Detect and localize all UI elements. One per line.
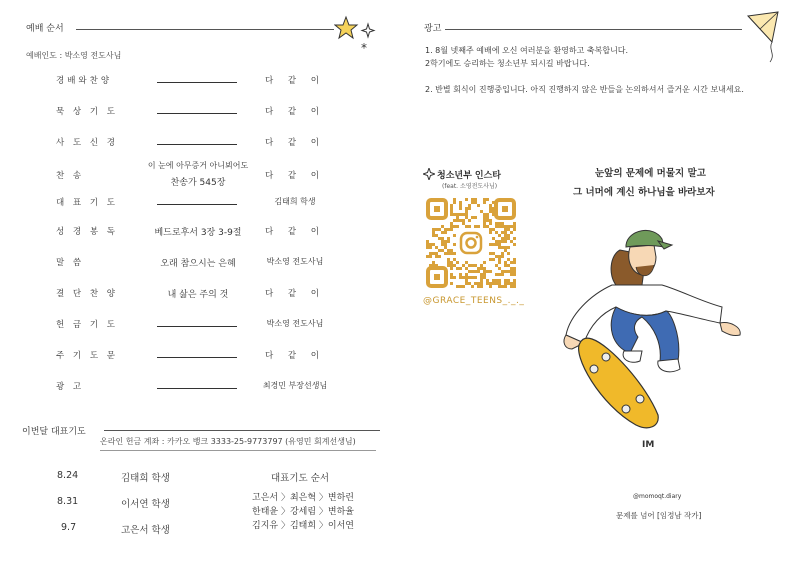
schedule-name: 김태희 학생 (121, 473, 170, 484)
order-performer: 다 같 이 (264, 227, 326, 237)
star-icon (334, 14, 382, 54)
notice-line: 2학기에도 승리하는 청소년부 되시길 바랍니다. (425, 59, 590, 68)
order-label: 성 경 봉 독 (56, 227, 118, 237)
order-performer: 다 같 이 (264, 107, 326, 117)
order-performer: 박소영 전도사님 (266, 319, 324, 328)
order-row (0, 136, 400, 154)
order-row (0, 225, 400, 243)
prayer-order-header: 대표기도 순서 (271, 473, 330, 484)
worship-leader: 예배인도 : 박소영 전도사님 (26, 51, 122, 60)
blank-line (157, 144, 237, 145)
notice-title: 광고 (424, 24, 442, 34)
title-rule (76, 29, 334, 30)
order-label: 말 씀 (56, 258, 85, 268)
blank-line (157, 326, 237, 327)
instagram-title: 청소년부 인스타 (437, 171, 501, 181)
hymn-number: 찬송가 545장 (170, 178, 226, 188)
schedule-name: 고은서 학생 (121, 525, 170, 536)
order-row (0, 287, 400, 305)
order-content: 내 삶은 주의 것 (167, 290, 229, 300)
order-row (0, 74, 400, 92)
order-content: 오래 참으시는 은혜 (160, 259, 236, 269)
order-performer: 김태희 학생 (274, 197, 316, 206)
book-credit: 문제를 넘어 [임정남 작가] (616, 511, 702, 520)
cap-text: IM (642, 440, 655, 450)
order-label: 결 단 찬 양 (56, 289, 118, 299)
order-content: 베드로후서 3장 3-9절 (154, 228, 242, 238)
blank-line (157, 113, 237, 114)
skateboarder-illustration (550, 215, 760, 460)
order-label: 찬 송 (56, 171, 85, 181)
order-performer: 다 같 이 (264, 351, 326, 361)
prayer-order-line: 고은서 〉최은혁 〉변하린 (252, 493, 354, 503)
schedule-name: 이서연 학생 (121, 499, 170, 510)
offering-account: 온라인 헌금 계좌 : 카카오 뱅크 3333-25-9773797 (유영민 회계선생님) (100, 437, 356, 446)
order-performer: 다 같 이 (264, 289, 326, 299)
order-performer: 박소영 전도사님 (266, 257, 324, 266)
order-performer: 다 같 이 (264, 76, 326, 86)
order-label: 사 도 신 경 (56, 138, 118, 148)
order-row (0, 380, 400, 398)
order-row (0, 196, 400, 214)
worship-order-title: 예배 순서 (26, 24, 64, 34)
notice-line: 1. 8월 넷째주 예배에 오신 여러분을 환영하고 축복합니다. (425, 46, 629, 55)
blank-line (157, 204, 237, 205)
order-performer: 다 같 이 (264, 138, 326, 148)
order-performer: 최경민 부장선생님 (262, 381, 328, 390)
artist-handle: @momoqt.diary (633, 493, 682, 500)
order-label: 경배와찬양 (56, 76, 113, 86)
schedule-date: 9.7 (61, 522, 77, 533)
instagram-subtitle: (feat. 소영전도사님) (442, 183, 498, 190)
instagram-qr-code[interactable] (424, 196, 518, 290)
quote-line: 그 너머에 계신 하나님을 바라보자 (573, 187, 715, 198)
prayer-rule (104, 430, 380, 431)
order-label: 광 고 (56, 382, 85, 392)
order-label: 헌 금 기 도 (56, 320, 118, 330)
hymn-title: 이 눈에 아무증거 아니뵈어도 (147, 161, 249, 170)
blank-line (157, 388, 237, 389)
order-label: 묵 상 기 도 (56, 107, 118, 117)
order-row (0, 160, 400, 188)
quote-line: 눈앞의 문제에 머물지 말고 (595, 168, 706, 179)
kite-icon (738, 8, 786, 66)
blank-line (157, 82, 237, 83)
prayer-order-line: 한태윤 〉강세림 〉변하율 (252, 507, 354, 517)
order-row (0, 256, 400, 274)
account-rule (100, 450, 376, 451)
order-row (0, 349, 400, 367)
order-label: 대 표 기 도 (56, 198, 118, 208)
notice-line: 2. 반별 회식이 진행중입니다. 아직 진행하지 않은 반들을 논의하셔서 즐거운 시간 보내세요. (425, 85, 744, 94)
prayer-title: 이번달 대표기도 (22, 427, 86, 437)
order-row (0, 318, 400, 336)
instagram-handle[interactable]: @GRACE_TEENS_._._ (423, 296, 525, 306)
svg-text:*: * (361, 41, 367, 54)
order-label: 주 기 도 문 (56, 351, 118, 361)
order-performer: 다 같 이 (264, 171, 326, 181)
order-row (0, 105, 400, 123)
prayer-order-line: 김지유 〉김태희 〉이서연 (252, 521, 354, 531)
sparkle-icon (423, 168, 435, 180)
notice-rule (445, 29, 742, 30)
schedule-date: 8.31 (57, 496, 79, 507)
right-page (400, 0, 800, 566)
schedule-date: 8.24 (57, 470, 79, 481)
blank-line (157, 357, 237, 358)
